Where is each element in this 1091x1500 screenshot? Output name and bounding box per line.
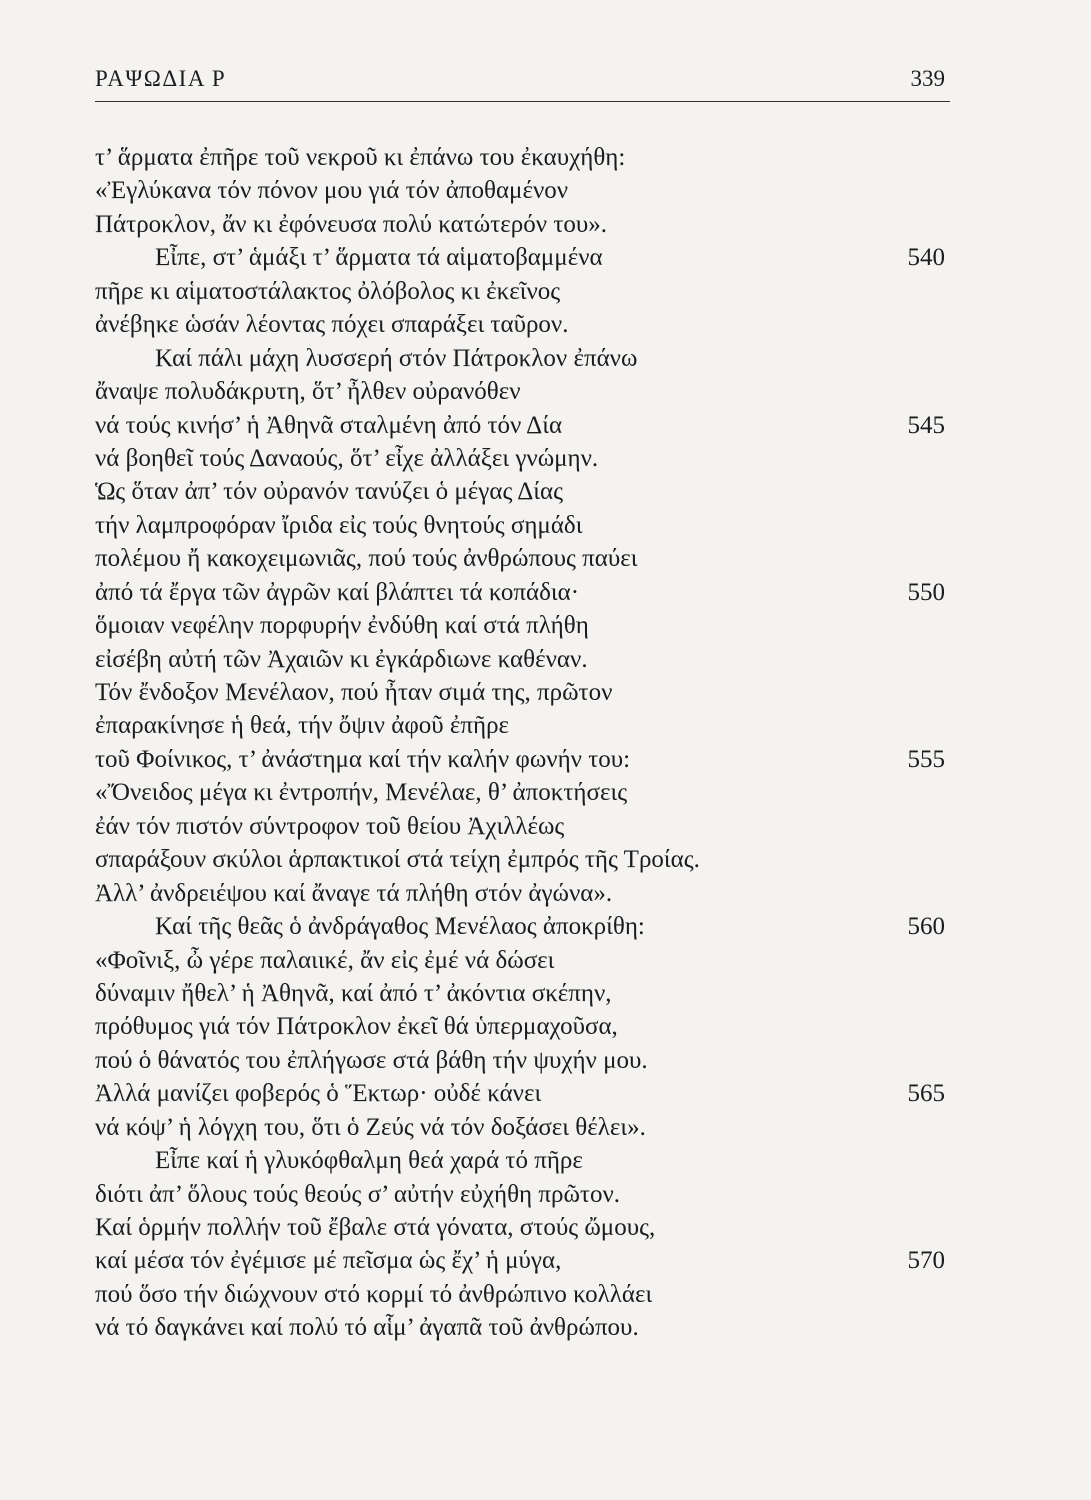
line-number: 555 xyxy=(907,745,945,773)
verse-line xyxy=(95,810,950,843)
verse-text: πού ὅσο τήν διώχνουν στό κορμί τό ἀνθρώπινο κολλάει xyxy=(95,1280,653,1308)
page-number: 339 xyxy=(910,66,945,91)
verse-line xyxy=(95,1278,950,1311)
verse-text: πῆρε κι αἱματοστάλακτος ὀλόβολος κι ἐκεῖνος xyxy=(95,277,561,305)
verse-text: Τόν ἔνδοξον Μενέλαον, πού ἦταν σιμά της, πρῶτον xyxy=(95,679,613,706)
line-number: 565 xyxy=(907,1080,945,1108)
verse-line xyxy=(95,743,950,776)
verse-text: τήν λαμπροφόραν ἴριδα εἰς τούς θνητούς σημάδι xyxy=(95,511,583,539)
verse-block xyxy=(95,141,950,1345)
verse-line xyxy=(95,609,950,642)
verse-line xyxy=(95,342,950,375)
verse-line xyxy=(95,442,950,475)
verse-text: τ’ ἅρματα ἐπῆρε τοῦ νεκροῦ κι ἐπάνω του ἐκαυχήθη: xyxy=(95,144,626,171)
verse-line xyxy=(95,1211,950,1244)
verse-line xyxy=(95,576,950,609)
verse-text: «Φοῖνιξ, ὦ γέρε παλαιικέ, ἄν εἰς ἐμέ νά δώσει xyxy=(95,946,555,974)
verse-line xyxy=(95,643,950,676)
verse-line xyxy=(95,1044,950,1077)
verse-text: νά τό δαγκάνει καί πολύ τό αἷμ’ ἀγαπᾶ τοῦ ἀνθρώπου. xyxy=(95,1314,639,1342)
verse-line xyxy=(95,275,950,308)
line-number: 545 xyxy=(907,411,945,439)
verse-text: τοῦ Φοίνικος, τ’ ἀνάστημα καί τήν καλήν φωνήν του: xyxy=(95,745,631,773)
verse-text: διότι ἀπ’ ὅλους τούς θεούς σ’ αὐτήν εὐχήθη πρῶτον. xyxy=(95,1180,621,1208)
verse-text: ἐπαρακίνησε ἡ θεά, τήν ὄψιν ἀφοῦ ἐπῆρε xyxy=(95,712,510,740)
verse-line xyxy=(95,1010,950,1043)
running-head xyxy=(95,66,950,100)
verse-text: νά τούς κινήσ’ ἡ Ἀθηνᾶ σταλμένη ἀπό τόν Δία xyxy=(95,411,563,439)
verse-line xyxy=(95,308,950,341)
verse-text: νά κόψ’ ἡ λόγχη του, ὅτι ὁ Ζεύς νά τόν δοξάσει θέλει». xyxy=(95,1113,646,1141)
line-number: 540 xyxy=(907,244,945,272)
verse-line xyxy=(95,375,950,408)
verse-line xyxy=(95,141,950,174)
verse-line xyxy=(95,542,950,575)
verse-line xyxy=(95,676,950,709)
verse-text: πολέμου ἤ κακοχειμωνιᾶς, πού τούς ἀνθρώπους παύει xyxy=(95,545,638,573)
verse-text: ὅμοιαν νεφέλην πορφυρήν ἐνδύθη καί στά πλήθη xyxy=(95,612,589,640)
verse-line xyxy=(95,475,950,508)
verse-line xyxy=(95,877,950,910)
line-number: 550 xyxy=(907,578,945,606)
verse-line xyxy=(95,944,950,977)
line-number: 560 xyxy=(907,913,945,941)
verse-line xyxy=(95,174,950,207)
verse-text: πού ὁ θάνατός του ἐπλήγωσε στά βάθη τήν ψυχήν μου. xyxy=(95,1046,648,1074)
verse-line xyxy=(95,409,950,442)
verse-text: Ὡς ὅταν ἀπ’ τόν οὐρανόν τανύζει ὁ μέγας Δίας xyxy=(95,478,564,506)
verse-text: Εἶπε καί ἡ γλυκόφθαλμη θεά χαρά τό πῆρε xyxy=(155,1147,583,1175)
verse-text: ἀνέβηκε ὡσάν λέοντας πόχει σπαράξει ταῦρον. xyxy=(95,311,569,339)
verse-line xyxy=(95,1144,950,1177)
verse-text: Καί ὁρμήν πολλήν τοῦ ἔβαλε στά γόνατα, στούς ὤμους, xyxy=(95,1214,656,1241)
verse-text: ἄναψε πολυδάκρυτη, ὅτ’ ἦλθεν οὐρανόθεν xyxy=(95,378,521,406)
verse-line xyxy=(95,1244,950,1277)
verse-text: σπαράξουν σκύλοι ἁρπακτικοί στά τείχη ἐμπρός τῆς Τροίας. xyxy=(95,846,700,874)
verse-text: Ἀλλ’ ἀνδρειέψου καί ἄναγε τά πλήθη στόν ἀγώνα». xyxy=(95,879,613,907)
verse-text: «Ὄνειδος μέγα κι ἐντροπήν, Μενέλαε, θ’ ἀποκτήσεις xyxy=(95,779,628,807)
line-number: 570 xyxy=(907,1247,945,1275)
verse-line xyxy=(95,843,950,876)
verse-text: Ἀλλά μανίζει φοβερός ὁ Ἕκτωρ· οὐδέ κάνει xyxy=(95,1080,542,1108)
verse-line xyxy=(95,509,950,542)
verse-line xyxy=(95,910,950,943)
verse-text: πρόθυμος γιά τόν Πάτροκλον ἐκεῖ θά ὑπερμαχοῦσα, xyxy=(95,1013,618,1041)
verse-line xyxy=(95,241,950,274)
verse-text: Καί πάλι μάχη λυσσερή στόν Πάτροκλον ἐπάνω xyxy=(155,344,638,372)
verse-line xyxy=(95,1077,950,1110)
verse-text: καί μέσα τόν ἐγέμισε μέ πεῖσμα ὡς ἔχ’ ἡ μύγα, xyxy=(95,1247,562,1275)
running-title: ΡΑΨΩΔΙΑ Ρ xyxy=(95,66,227,91)
verse-line xyxy=(95,1311,950,1344)
verse-text: Καί τῆς θεᾶς ὁ ἀνδράγαθος Μενέλαος ἀποκρίθη: xyxy=(155,913,645,941)
verse-line xyxy=(95,1178,950,1211)
verse-text: νά βοηθεῖ τούς Δαναούς, ὅτ’ εἶχε ἀλλάξει γνώμην. xyxy=(95,444,599,472)
verse-line xyxy=(95,208,950,241)
verse-text: Εἶπε, στ’ ἁμάξι τ’ ἅρματα τά αἱματοβαμμένα xyxy=(155,244,603,272)
verse-text: Πάτροκλον, ἄν κι ἐφόνευσα πολύ κατώτερόν του». xyxy=(95,210,607,238)
verse-text: ἀπό τά ἔργα τῶν ἀγρῶν καί βλάπτει τά κοπάδια· xyxy=(95,578,580,606)
header-rule xyxy=(95,101,950,102)
verse-line xyxy=(95,709,950,742)
verse-text: εἰσέβη αὐτή τῶν Ἀχαιῶν κι ἐγκάρδιωνε καθέναν. xyxy=(95,645,588,673)
verse-line xyxy=(95,1111,950,1144)
verse-line xyxy=(95,977,950,1010)
verse-text: «Ἐγλύκανα τόν πόνον μου γιά τόν ἀποθαμένον xyxy=(95,177,569,205)
verse-line xyxy=(95,776,950,809)
verse-text: ἐάν τόν πιστόν σύντροφον τοῦ θείου Ἀχιλλέως xyxy=(95,812,565,840)
verse-text: δύναμιν ἤθελ’ ἡ Ἀθηνᾶ, καί ἀπό τ’ ἀκόντια σκέπην, xyxy=(95,979,612,1007)
